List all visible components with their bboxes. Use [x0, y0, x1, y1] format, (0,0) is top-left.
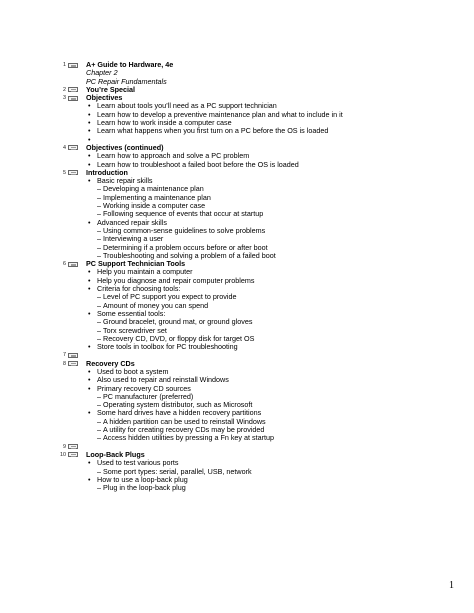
bullet-item: [86, 161, 462, 169]
dash-icon: –: [97, 325, 101, 335]
bullet-text: Interviewing a user: [103, 234, 164, 244]
bullet-text: Basic repair skills: [97, 176, 153, 186]
bullet-text: Help you maintain a computer: [97, 267, 193, 277]
bullet-text: A hidden partition can be used to reinstall Windows: [103, 416, 266, 426]
bullet-icon: •: [88, 342, 91, 352]
bullet-text: Advanced repair skills: [97, 217, 167, 227]
slide-title: Recovery CDs: [86, 358, 135, 368]
bullet-text: Ground bracelet, ground mat, or ground gloves: [103, 317, 253, 327]
slide-body: [86, 102, 462, 143]
slide-body: [86, 459, 462, 492]
slide-number: 9: [63, 443, 66, 450]
slide-number: 6: [63, 261, 66, 268]
page-number: 1: [449, 580, 454, 591]
slide-body: [86, 268, 462, 351]
bullet-icon: •: [88, 284, 91, 294]
dash-icon: –: [97, 400, 101, 410]
dash-icon: –: [97, 234, 101, 244]
slide-number: 8: [63, 360, 66, 367]
slide-entry: [62, 86, 462, 94]
dash-icon: –: [97, 433, 101, 443]
slide-subtitle: Chapter 2: [86, 68, 118, 78]
dash-icon: –: [97, 466, 101, 476]
slide-header: [62, 61, 462, 69]
bullet-text: Used to boot a system: [97, 366, 169, 376]
bullet-text: Developing a maintenance plan: [103, 184, 204, 194]
bullet-icon: •: [88, 118, 91, 128]
bullet-text: Using common-sense guidelines to solve problems: [103, 225, 266, 235]
dash-icon: –: [97, 225, 101, 235]
slide-thumbnail-icon: [68, 145, 78, 150]
slide-title: Loop-Back Plugs: [86, 449, 145, 459]
slide-title: Introduction: [86, 167, 128, 177]
bullet-icon: •: [88, 458, 91, 468]
slide-thumbnail-icon: [68, 444, 78, 449]
slide-entry: [62, 360, 462, 443]
bullet-text: Used to test various ports: [97, 458, 179, 468]
bullet-icon: •: [88, 159, 91, 169]
slide-body: [86, 368, 462, 443]
dash-icon: –: [97, 317, 101, 327]
slide-title: PC Support Technician Tools: [86, 259, 186, 269]
slide-entry: [62, 169, 462, 260]
bullet-icon: •: [88, 383, 91, 393]
slide-entry: [62, 144, 462, 169]
bullet-text: Operating system distributor, such as Microsoft: [103, 400, 253, 410]
slide-thumbnail-icon: [68, 96, 78, 101]
bullet-text: Determining if a problem occurs before or after boot: [103, 242, 268, 252]
slide-body: [86, 177, 462, 260]
slide-title: A+ Guide to Hardware, 4e: [86, 60, 174, 69]
slide-number: 2: [63, 86, 66, 93]
dash-icon: –: [97, 333, 101, 343]
slide-entry: [62, 61, 462, 86]
bullet-icon: •: [88, 101, 91, 111]
slide-number: 1: [63, 62, 66, 68]
bullet-text: Torx screwdriver set: [103, 325, 167, 335]
dash-icon: –: [97, 292, 101, 302]
bullet-text: PC manufacturer (preferred): [103, 391, 194, 401]
bullet-text: Primary recovery CD sources: [97, 383, 191, 393]
slide-title: Objectives: [86, 93, 123, 103]
slide-body: [86, 69, 462, 86]
bullet-icon: •: [88, 267, 91, 277]
sub-bullet-item: [86, 434, 462, 442]
bullet-icon: •: [88, 275, 91, 285]
dash-icon: –: [97, 201, 101, 211]
slide-header: [62, 86, 462, 94]
bullet-text: Criteria for choosing tools:: [97, 284, 181, 294]
dash-icon: –: [97, 300, 101, 310]
dash-icon: –: [97, 184, 101, 194]
bullet-icon: •: [88, 474, 91, 484]
bullet-text: Learn how to troubleshoot a failed boot before the OS is loaded: [97, 159, 299, 169]
slide-thumbnail-icon: [68, 452, 78, 457]
slide-number: 10: [60, 451, 66, 458]
bullet-icon: •: [88, 408, 91, 418]
slide-thumbnail-icon: [68, 262, 78, 267]
slide-thumbnail-icon: [68, 170, 78, 175]
slide-entry: [62, 94, 462, 144]
bullet-text: Also used to repair and reinstall Windows: [97, 375, 229, 385]
bullet-text: Working inside a computer case: [103, 201, 206, 211]
bullet-item: [86, 127, 462, 135]
bullet-text: Troubleshooting and solving a problem of a failed boot: [103, 250, 276, 260]
slide-body: [86, 152, 462, 169]
bullet-text: Following sequence of events that occur at startup: [103, 209, 264, 219]
dash-icon: –: [97, 192, 101, 202]
bullet-text: Access hidden utilities by pressing a Fn key at startup: [103, 433, 274, 443]
bullet-text: Store tools in toolbox for PC troubleshooting: [97, 342, 238, 352]
dash-icon: –: [97, 242, 101, 252]
bullet-icon: •: [88, 366, 91, 376]
dash-icon: –: [97, 250, 101, 260]
bullet-icon: •: [88, 109, 91, 119]
slide-number: 7: [63, 352, 66, 359]
bullet-text: Learn what happens when you first turn on a PC before the OS is loaded: [97, 126, 329, 136]
bullet-icon: •: [88, 217, 91, 227]
bullet-text: Learn how to develop a preventive maintenance plan and what to include in it: [97, 109, 343, 119]
slide-number: 4: [63, 144, 66, 151]
bullet-icon: •: [88, 308, 91, 318]
slide-number: 5: [63, 169, 66, 176]
bullet-text: Learn how to work inside a computer case: [97, 118, 232, 128]
slide-thumbnail-icon: [68, 63, 78, 68]
bullet-text: How to use a loop-back plug: [97, 474, 188, 484]
bullet-text: Plug in the loop-back plug: [103, 483, 186, 493]
slide-thumbnail-icon: [68, 353, 78, 358]
slide-title: Objectives (continued): [86, 142, 164, 152]
bullet-text: Amount of money you can spend: [103, 300, 209, 310]
bullet-icon: •: [88, 375, 91, 385]
slide-title: You’re Special: [86, 84, 135, 94]
bullet-icon: •: [88, 176, 91, 186]
bullet-text: Learn how to approach and solve a PC problem: [97, 151, 250, 161]
bullet-icon: •: [88, 134, 91, 144]
bullet-item: [86, 343, 462, 351]
bullet-text: Some hard drives have a hidden recovery partitions: [97, 408, 262, 418]
slide-thumbnail-icon: [68, 361, 78, 366]
slide-entry: [62, 451, 462, 492]
sub-bullet-item: [86, 484, 462, 492]
dash-icon: –: [97, 483, 101, 493]
slide-thumbnail-icon: [68, 87, 78, 92]
dash-icon: –: [97, 416, 101, 426]
bullet-text: Some essential tools:: [97, 308, 166, 318]
bullet-text: Implementing a maintenance plan: [103, 192, 211, 202]
slide-outline: [62, 61, 462, 492]
slide-number: 3: [63, 95, 66, 102]
bullet-icon: •: [88, 151, 91, 161]
dash-icon: –: [97, 209, 101, 219]
dash-icon: –: [97, 391, 101, 401]
bullet-text: Some port types: serial, parallel, USB, network: [103, 466, 252, 476]
bullet-icon: •: [88, 126, 91, 136]
bullet-text: Level of PC support you expect to provide: [103, 292, 237, 302]
bullet-text: Recovery CD, DVD, or floppy disk for target OS: [103, 333, 255, 343]
bullet-text: A utility for creating recovery CDs may be provided: [103, 425, 265, 435]
bullet-text: Help you diagnose and repair computer problems: [97, 275, 255, 285]
dash-icon: –: [97, 425, 101, 435]
bullet-text: Learn about tools you’ll need as a PC support technician: [97, 101, 277, 111]
slide-subtitle: PC Repair Fundamentals: [86, 76, 167, 86]
slide-entry: [62, 260, 462, 351]
